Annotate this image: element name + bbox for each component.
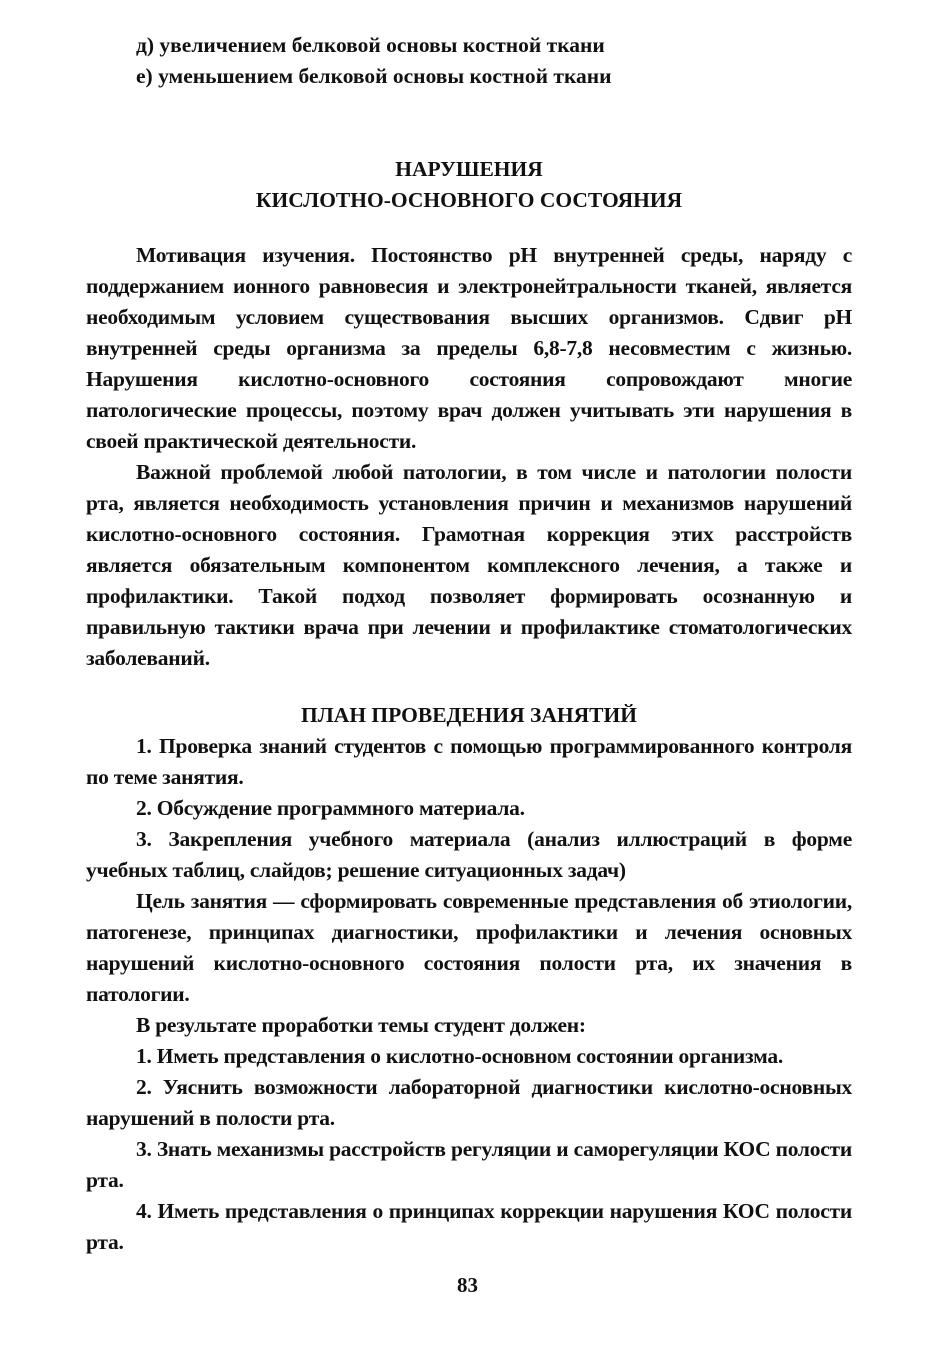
answer-option-e: е) уменьшением белковой основы костной ткани xyxy=(136,64,612,88)
document-page xyxy=(86,30,852,1258)
motivation-section xyxy=(86,240,852,674)
outcome-item-2: 2. Уяснить возможности лабораторной диагностики кислотно-основных нарушений в полости рта. xyxy=(86,1075,852,1130)
motivation-paragraph: Мотивация изучения. Постоянство pH внутренней среды, наряду с поддержанием ионного равновесия и электронейтральности тканей, является необходимым условием существования высших организмов. Сдвиг pH внутренней среды организма за пределы 6,8-7,8 несовместим с жизнью. Нарушения кислотно-основного состояния сопровождают многие патологические процессы, поэтому врач должен учитывать эти нарушения в своей практической деятельности. xyxy=(86,243,852,453)
student-should-paragraph: В результате проработки темы студент должен: xyxy=(136,1013,586,1037)
answer-options xyxy=(86,30,852,92)
section-title-line-2: КИСЛОТНО-ОСНОВНОГО СОСТОЯНИЯ xyxy=(255,188,683,212)
section-title-line-1: НАРУШЕНИЯ xyxy=(395,157,543,181)
lesson-goal-paragraph: Цель занятия — сформировать современные представления об этиологии, патогенезе, принципах диагностики, профилактики и лечения основных нарушений кислотно-основного состояния полости рта, их значения в патологии. xyxy=(86,889,852,1006)
page-number: 83 xyxy=(457,1273,478,1297)
plan-section xyxy=(86,731,852,1258)
plan-title: ПЛАН ПРОВЕДЕНИЯ ЗАНЯТИЙ xyxy=(301,703,637,727)
outcome-item-3: 3. Знать механизмы расстройств регуляции и саморегуляции КОС полости рта. xyxy=(86,1137,852,1192)
plan-item-3: 3. Закрепления учебного материала (анализ иллюстраций в форме учебных таблиц, слайдов; решение ситуационных задач) xyxy=(86,827,852,882)
outcome-item-1: 1. Иметь представления о кислотно-основном состоянии организма. xyxy=(136,1044,783,1068)
plan-item-2: 2. Обсуждение программного материала. xyxy=(136,796,525,820)
answer-option-d: д) увеличением белковой основы костной ткани xyxy=(136,33,605,57)
plan-item-1: 1. Проверка знаний студентов с помощью программированного контроля по теме занятия. xyxy=(86,734,852,789)
section-title xyxy=(86,154,852,216)
outcome-item-4: 4. Иметь представления о принципах коррекции нарушения КОС полости рта. xyxy=(86,1199,852,1254)
problem-paragraph: Важной проблемой любой патологии, в том числе и патологии полости рта, является необходимость установления причин и механизмов нарушений кислотно-основного состояния. Грамотная коррекция этих расстройств является обязательным компонентом комплексного лечения, а также и профилактики. Такой подход позволяет формировать осознанную и правильную тактики врача при лечении и профилактике стоматологических заболеваний. xyxy=(86,460,852,670)
